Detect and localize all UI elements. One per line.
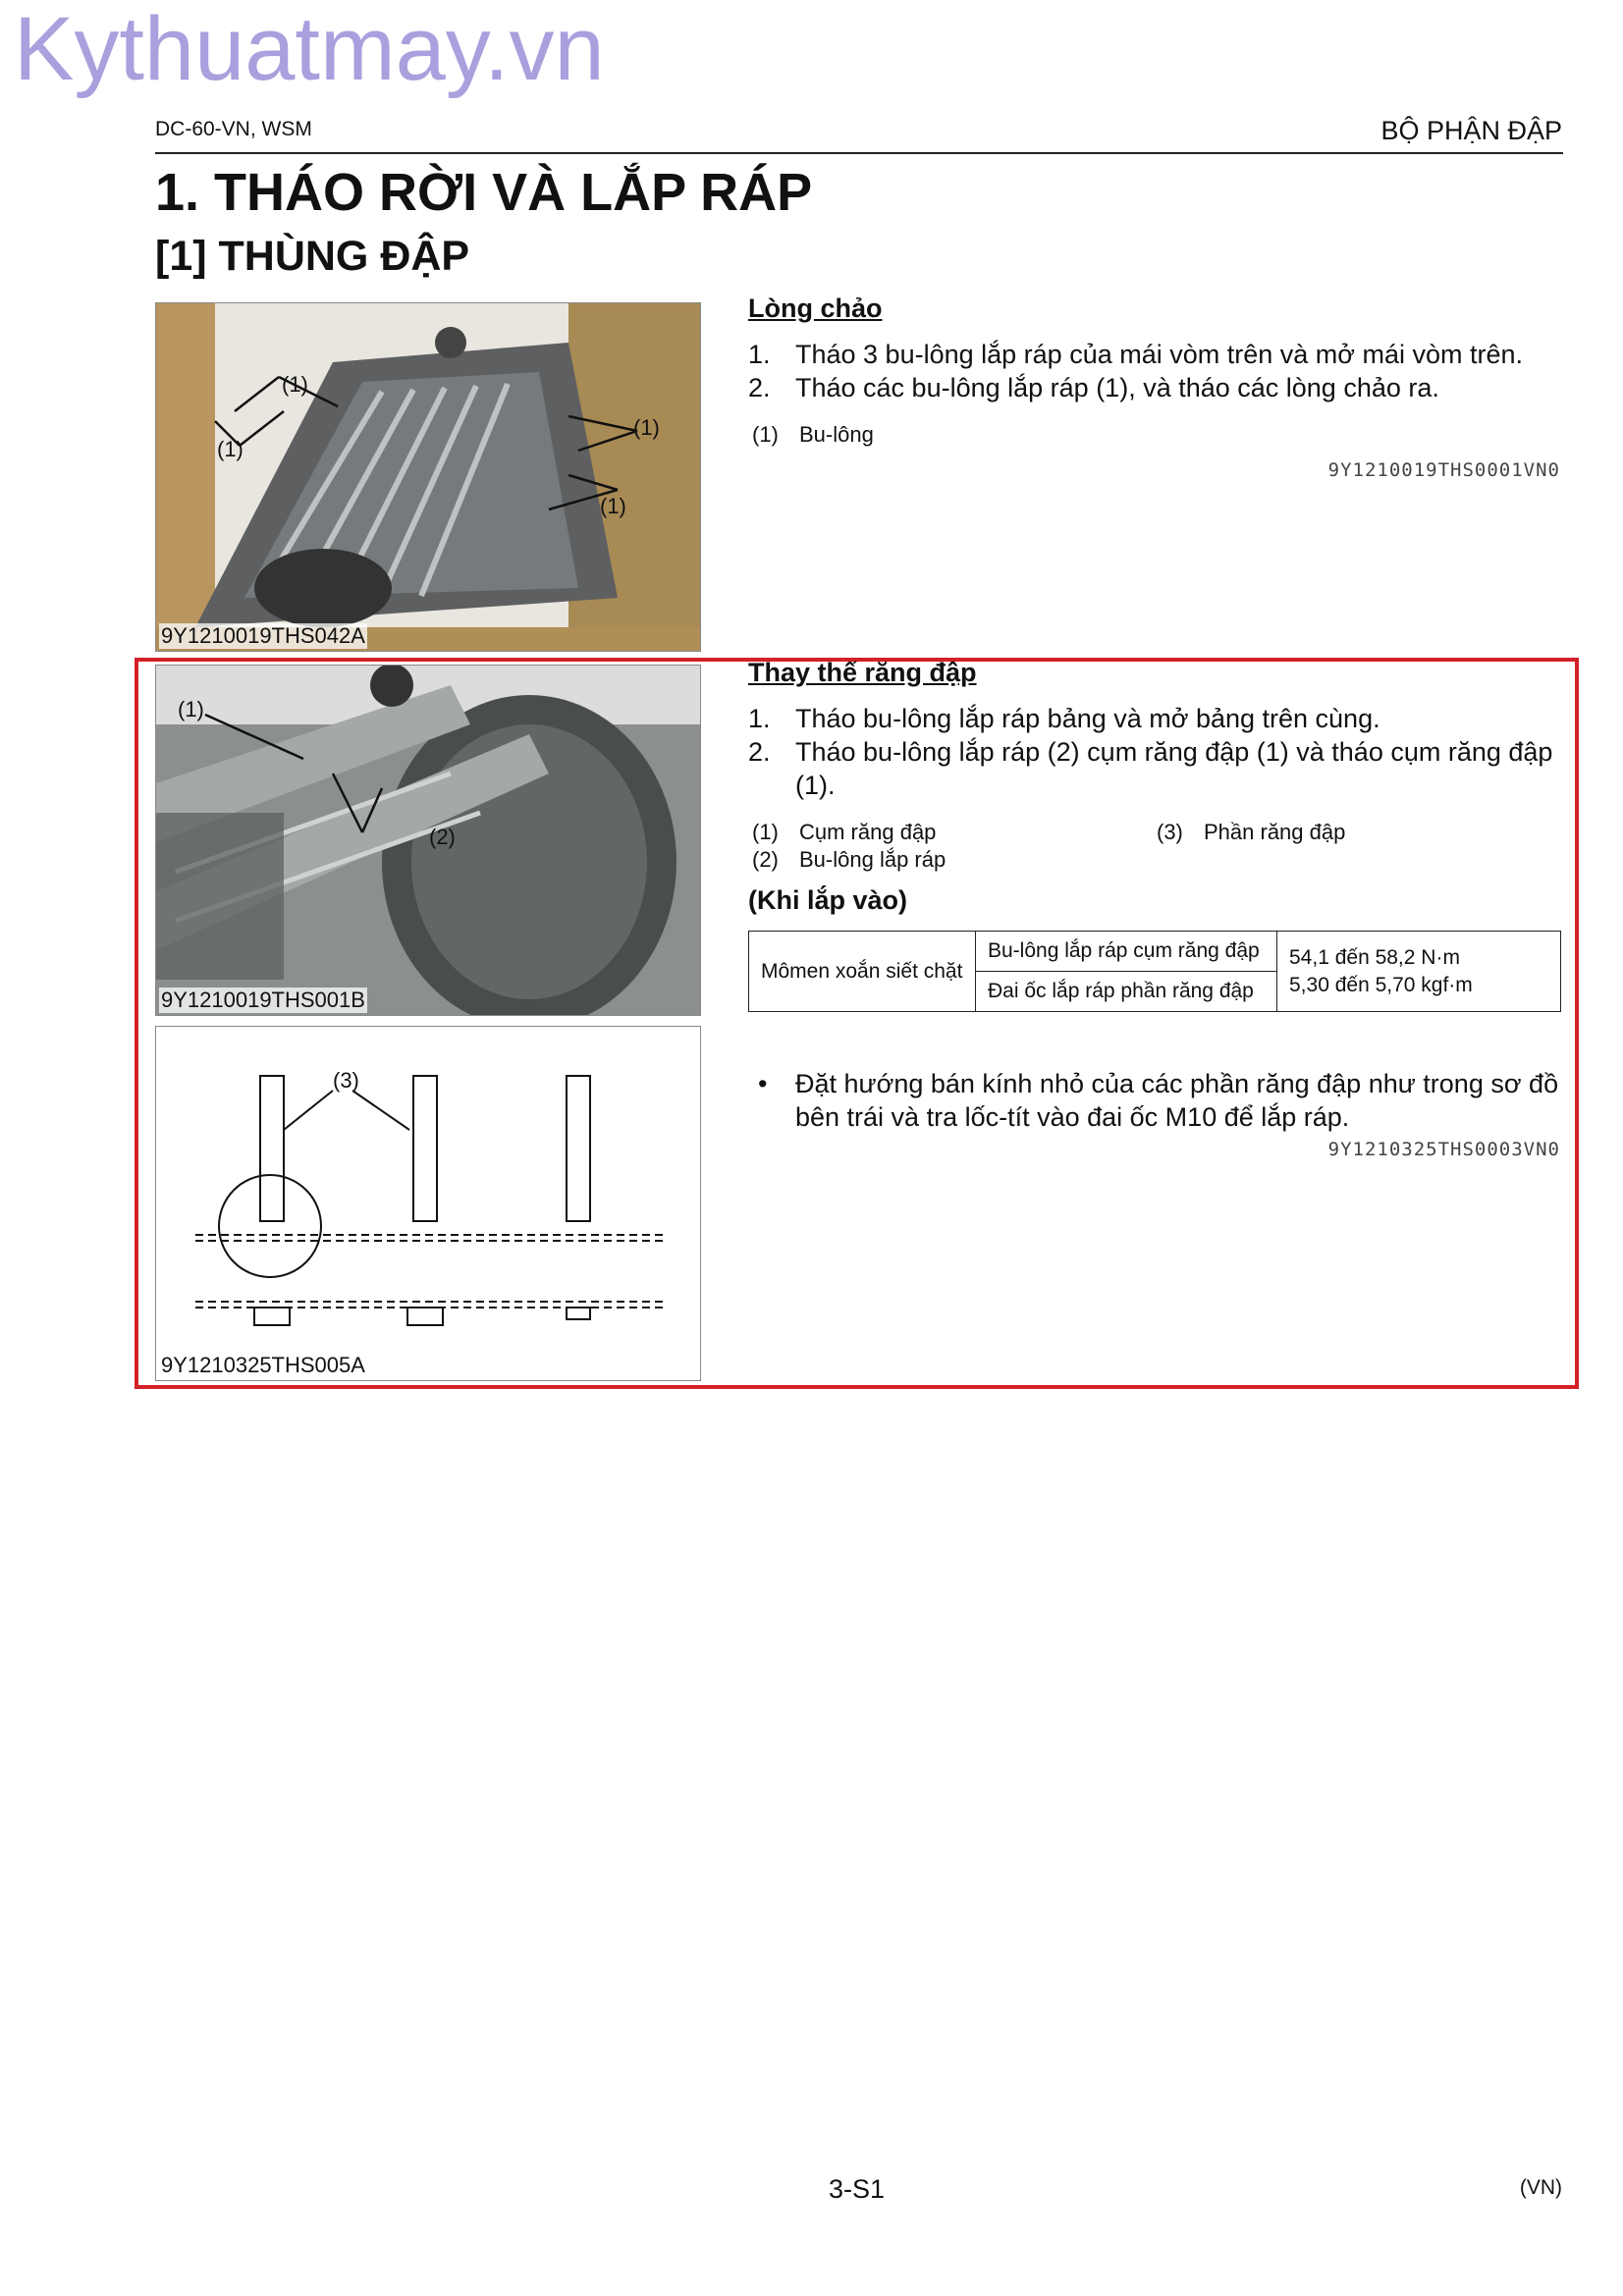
step-item (748, 702, 1563, 735)
header-divider (155, 152, 1563, 154)
install-heading: (Khi lắp vào) (748, 885, 908, 915)
legend-item (752, 846, 946, 874)
legend-number: (2) (752, 847, 779, 872)
section-heading: Lòng chảo (748, 294, 883, 323)
concave-photo (155, 302, 701, 652)
table-cell-item: Đai ốc lắp ráp phần răng đập (976, 972, 1277, 1012)
bullet-text: Đặt hướng bán kính nhỏ của các phần răng đập như trong sơ đồ bên trái và tra lốc-tít vào đai ốc M10 để lắp ráp. (795, 1069, 1559, 1132)
legend-text: Bu-lông (799, 422, 874, 447)
figure-label: (1) (217, 437, 243, 461)
legend-item (1157, 819, 1345, 846)
step-list (748, 338, 1563, 404)
figure-caption: 9Y1210019THS042A (161, 623, 365, 648)
page-number: 3-S1 (829, 2174, 886, 2204)
legend-list (1157, 819, 1345, 846)
figure-caption: 9Y1210325THS005A (161, 1353, 365, 1377)
header-doc-code: DC-60-VN, WSM (155, 118, 312, 140)
language-tag: (VN) (1519, 2176, 1562, 2199)
header-section-name: BỘ PHẬN ĐẬP (1380, 116, 1562, 145)
table-cell-label: Mômen xoắn siết chặt (749, 932, 976, 1012)
legend-item (752, 819, 946, 846)
reference-code: 9Y1210019THS0001VN0 (1327, 459, 1560, 481)
legend-text: Bu-lông lắp ráp (799, 847, 947, 872)
legend-number: (1) (752, 820, 779, 844)
figure-label: (2) (429, 825, 456, 849)
step-item (748, 371, 1563, 404)
figure-caption: 9Y1210019THS001B (161, 988, 365, 1012)
step-number: 1. (748, 704, 771, 733)
page-subtitle: [1] THÙNG ĐẬP (155, 233, 470, 280)
watermark: Kythuatmay.vn (14, 0, 605, 99)
figure-label: (1) (600, 494, 626, 518)
step-number: 2. (748, 737, 771, 767)
legend-text: Cụm răng đập (799, 820, 937, 844)
torque-table (748, 931, 1561, 1012)
table-cell-item: Bu-lông lắp ráp cụm răng đập (976, 932, 1277, 972)
legend-number: (3) (1157, 820, 1183, 844)
legend-item (752, 421, 874, 449)
reference-code: 9Y1210325THS0003VN0 (1327, 1139, 1560, 1160)
step-text: Tháo các bu-lông lắp ráp (1), và tháo các lòng chảo ra. (795, 373, 1439, 402)
table-row (749, 932, 1561, 972)
bullet-icon: • (758, 1069, 768, 1098)
step-text: Tháo 3 bu-lông lắp ráp của mái vòm trên và mở mái vòm trên. (795, 340, 1524, 369)
legend-list (752, 421, 874, 449)
section-heading: Thay thế răng đập (748, 658, 977, 687)
figure-label: (1) (178, 697, 204, 721)
legend-number: (1) (752, 422, 779, 447)
figure-label: (1) (633, 415, 660, 440)
concave-illustration (156, 303, 700, 651)
step-text: Tháo bu-lông lắp ráp bảng và mở bảng trên cùng. (795, 704, 1380, 733)
figure-label: (3) (333, 1068, 359, 1093)
table-cell-value (1277, 932, 1561, 1012)
step-list (748, 702, 1563, 802)
step-item (748, 735, 1563, 802)
figure-label: (1) (282, 372, 308, 397)
tooth-orientation-diagram (155, 1026, 701, 1381)
step-number: 1. (748, 340, 771, 369)
torque-value-nm: 54,1 đến 58,2 N·m (1289, 945, 1460, 969)
bullet-note (758, 1067, 1563, 1134)
step-item (748, 338, 1563, 371)
legend-text: Phần răng đập (1204, 820, 1346, 844)
page-title: 1. THÁO RỜI VÀ LẮP RÁP (155, 163, 813, 222)
torque-value-kgf: 5,30 đến 5,70 kgf·m (1289, 973, 1473, 996)
legend-list (752, 819, 946, 874)
threshing-tooth-illustration (156, 666, 700, 1015)
threshing-tooth-photo (155, 665, 701, 1016)
step-text: Tháo bu-lông lắp ráp (2) cụm răng đập (1) và tháo cụm răng đập (1). (795, 737, 1553, 800)
step-number: 2. (748, 373, 771, 402)
tooth-diagram-illustration (156, 1027, 700, 1380)
